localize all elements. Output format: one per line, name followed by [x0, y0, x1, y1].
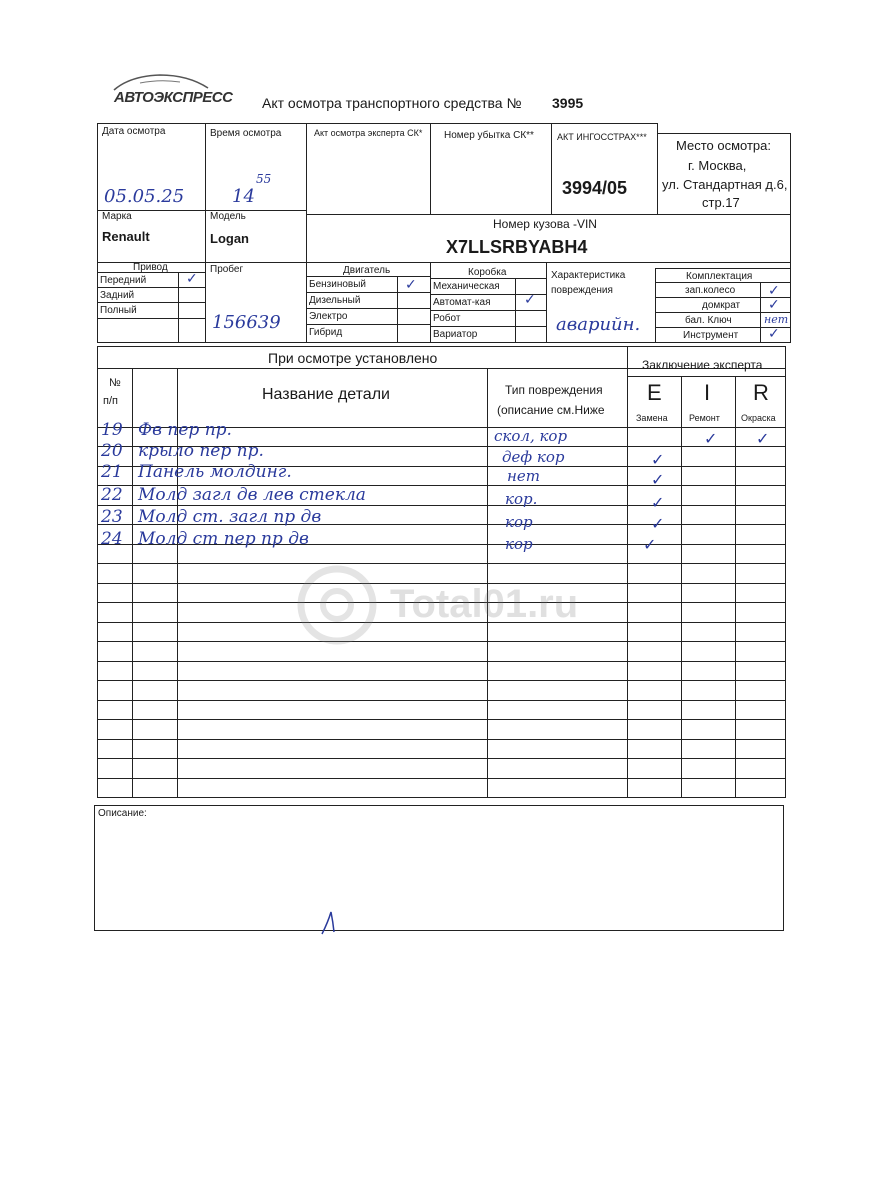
- vin-label: Номер кузова -VIN: [493, 217, 597, 231]
- date-label: Дата осмотра: [102, 126, 166, 137]
- row-part-name: Фв пер пр.: [138, 420, 232, 440]
- watermark-text: Total01.ru: [390, 582, 579, 626]
- check-mark-icon: ✓: [651, 450, 665, 469]
- col-e-header: E: [647, 380, 662, 405]
- conclusion-title: Заключение эксперта: [642, 358, 763, 372]
- check-mark-icon: ✓: [186, 271, 198, 287]
- row-damage-type: кор: [505, 535, 533, 553]
- equipment-option-wrench: бал. Ключ: [685, 315, 732, 326]
- col-type-line1: Тип повреждения: [505, 383, 603, 397]
- date-value: 05.05.25: [104, 186, 185, 207]
- brand-value: Renault: [102, 229, 150, 244]
- check-mark-icon: ✓: [704, 429, 718, 448]
- check-mark-icon: ✓: [643, 535, 657, 554]
- row-num: 23: [101, 507, 123, 527]
- table-row-line: [97, 758, 785, 759]
- ingos-value: 3994/05: [562, 178, 628, 198]
- row-part-name: Молд загл дв лев стекла: [138, 485, 366, 505]
- col-e-subheader: Замена: [636, 413, 668, 423]
- row-num: 19: [101, 420, 123, 440]
- row-damage-type: кор: [505, 513, 533, 531]
- check-mark-icon: ✓: [768, 326, 780, 342]
- equipment-note: нет: [764, 313, 789, 326]
- signature-stroke: [318, 908, 348, 938]
- page-title: Акт осмотра транспортного средства №: [262, 95, 522, 111]
- col-type-line2: (описание см.Ниже: [497, 403, 605, 417]
- time-minutes: 55: [256, 172, 272, 186]
- row-part-name: Молд ст пер пр дв: [138, 529, 309, 549]
- gearbox-option-auto: Автомат-кая: [433, 297, 491, 308]
- findings-title: При осмотре установлено: [268, 350, 438, 366]
- row-damage-type: скол, кор: [494, 427, 568, 445]
- check-mark-icon: ✓: [768, 297, 780, 313]
- mileage-label: Пробег: [210, 264, 244, 275]
- check-mark-icon: ✓: [524, 292, 536, 308]
- model-label: Модель: [210, 211, 246, 222]
- row-part-name: Панель молдинг.: [138, 462, 292, 482]
- drive-option-front: Передний: [100, 275, 147, 286]
- model-value: Logan: [210, 231, 249, 246]
- gearbox-option-manual: Механическая: [433, 281, 500, 292]
- gearbox-option-cvt: Вариатор: [433, 329, 478, 340]
- act-number: 3995: [552, 95, 584, 111]
- engine-option-hybrid: Гибрид: [309, 327, 343, 338]
- col-i-subheader: Ремонт: [689, 413, 720, 423]
- mileage-value: 156639: [212, 312, 281, 333]
- col-num-line2: п/п: [103, 395, 118, 407]
- damage-value: аварийн.: [556, 314, 641, 335]
- check-mark-icon: ✓: [756, 429, 770, 448]
- drive-label: Привод: [133, 262, 168, 273]
- expert-act-label: Акт осмотра эксперта СК*: [314, 128, 423, 138]
- engine-option-electric: Электро: [309, 311, 348, 322]
- time-hours: 14: [232, 186, 255, 207]
- row-damage-type: нет: [507, 467, 540, 485]
- logo-text: АВТОЭКСПРЕСС: [114, 89, 233, 106]
- row-num: 22: [101, 485, 123, 505]
- table-row-line: [97, 719, 785, 720]
- table-row-line: [97, 661, 785, 662]
- description-label: Описание:: [98, 808, 147, 819]
- watermark-logo-icon: [292, 560, 382, 650]
- check-mark-icon: ✓: [651, 470, 665, 489]
- gearbox-label: Коробка: [468, 267, 507, 278]
- col-i-header: I: [704, 380, 711, 405]
- table-row-line: [97, 739, 785, 740]
- place-building: стр.17: [702, 195, 740, 210]
- col-r-subheader: Окраска: [741, 413, 776, 423]
- check-mark-icon: ✓: [768, 283, 780, 299]
- table-row-line: [97, 778, 785, 779]
- row-part-name: Молд ст. загл пр дв: [138, 507, 322, 527]
- drive-option-full: Полный: [100, 305, 137, 316]
- gearbox-option-robot: Робот: [433, 313, 461, 324]
- brand-label: Марка: [102, 211, 132, 222]
- vin-value: X7LLSRBYABH4: [446, 237, 588, 257]
- row-num: 20: [101, 441, 123, 461]
- time-label: Время осмотра: [210, 128, 282, 139]
- engine-option-diesel: Дизельный: [309, 295, 361, 306]
- place-label: Место осмотра:: [676, 138, 771, 153]
- ingos-label: АКТ ИНГОССТРАХ***: [557, 132, 647, 142]
- table-row-line: [97, 680, 785, 681]
- row-damage-type: кор.: [505, 490, 538, 508]
- col-name-header: Название детали: [262, 386, 390, 403]
- place-city: г. Москва,: [688, 158, 747, 173]
- company-logo: [100, 70, 233, 110]
- check-mark-icon: ✓: [651, 514, 665, 533]
- damage-label-line2: повреждения: [551, 285, 613, 296]
- check-mark-icon: ✓: [651, 493, 665, 512]
- col-r-header: R: [753, 380, 769, 405]
- table-row-line: [97, 700, 785, 701]
- check-mark-icon: ✓: [405, 277, 417, 293]
- engine-label: Двигатель: [343, 265, 391, 276]
- place-street: ул. Стандартная д.6,: [662, 177, 788, 192]
- table-row-line: [97, 505, 785, 506]
- row-num: 24: [101, 529, 123, 549]
- row-part-name: крыло пер пр.: [138, 441, 264, 461]
- row-num: 21: [101, 462, 123, 482]
- equipment-option-spare-wheel: зап.колесо: [685, 285, 736, 296]
- row-damage-type: деф кор: [502, 448, 565, 466]
- equipment-label: Комплектация: [686, 271, 753, 282]
- equipment-option-tools: Инструмент: [683, 330, 739, 341]
- engine-option-petrol: Бензиновый: [309, 279, 366, 290]
- drive-option-rear: Задний: [100, 290, 135, 301]
- loss-number-label: Номер убытка СК**: [444, 130, 534, 141]
- damage-label-line1: Характеристика: [551, 270, 626, 281]
- equipment-option-jack: домкрат: [702, 300, 741, 311]
- watermark: [292, 560, 592, 650]
- col-num-line1: №: [109, 377, 121, 389]
